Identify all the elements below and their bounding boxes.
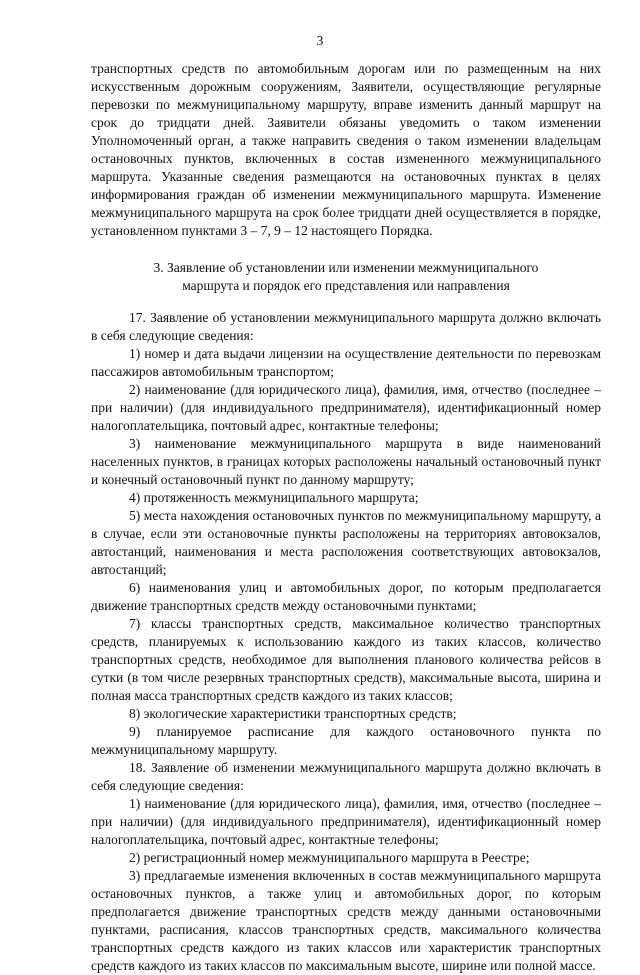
section-heading: [91, 259, 601, 295]
clause-17-item-9: 9) планируемое расписание для каждого остановочного пункта по межмуниципальному маршруту.: [91, 724, 601, 757]
section-heading-line-2: маршрута и порядок его представления или направления: [182, 278, 510, 293]
clause-18-lead: 18. Заявление об изменении межмуниципального маршрута должно включать в себя следующие сведения:: [91, 760, 601, 793]
clause-17-item-8: 8) экологические характеристики транспортных средств;: [129, 706, 457, 721]
clause-17-item-5: 5) места нахождения остановочных пунктов по межмуниципальному маршруту, а в случае, если эти остановочные пункты расположены на территориях автовокзалов, автостанций, наименования и места расположения соответствующих автовокзалов, автостанций;: [91, 508, 601, 577]
clause-18-item-2: 2) регистрационный номер межмуниципального маршрута в Реестре;: [129, 850, 530, 865]
clause-17-item-1: 1) номер и дата выдачи лицензии на осуществление деятельности по перевозкам пассажиров автомобильным транспортом;: [91, 346, 601, 379]
clause-17-item-7: 7) классы транспортных средств, максимальное количество транспортных средств, планируемых к использованию каждого из таких классов, количество транспортных средств, необходимое для выполнения планового количества рейсов в сутки (в том числе резервных транспортных средств), максимальные высота, ширина и полная масса транспортных средств каждого из таких классов;: [91, 616, 601, 703]
intro-paragraph: транспортных средств по автомобильным дорогам или по размещенным на них искусственным дорожным сооружениям, Заявители, осуществляющие регулярные перевозки по межмуниципальному маршруту, вправе изменить данный маршрут на срок до тридцати дней. Заявители обязаны уведомить о таком изменении Уполномоченный орган, а также направить сведения о таком изменении владельцам остановочных пунктов, включенных в состав измененного межмуниципального маршрута. Указанные сведения размещаются на остановочных пунктах в целях информирования граждан об изменении межмуниципального маршрута. Изменение межмуниципального маршрута на срок более тридцати дней осуществляется в порядке, установленном пунктами 3 – 7, 9 – 12 настоящего Порядка.: [91, 61, 601, 238]
clause-17-lead: 17. Заявление об установлении межмуниципального маршрута должно включать в себя следующие сведения:: [91, 310, 601, 343]
clause-17-item-4: 4) протяженность межмуниципального маршрута;: [129, 490, 419, 505]
clause-17-item-2: 2) наименование (для юридического лица), фамилия, имя, отчество (последнее – при наличии) (для индивидуального предпринимателя), идентификационный номер налогоплательщика, почтовый адрес, контактные телефоны;: [91, 382, 601, 433]
clause-17-item-3: 3) наименование межмуниципального маршрута в виде наименований населенных пунктов, в границах которых расположены начальный остановочный пункт и конечный остановочный пункт по данному маршруту;: [91, 436, 601, 487]
clause-17-item-6: 6) наименования улиц и автомобильных дорог, по которым предполагается движение транспортных средств между остановочными пунктами;: [91, 580, 601, 613]
page-number: 3: [316, 33, 324, 48]
section-heading-line-1: 3. Заявление об установлении или изменении межмуниципального: [153, 260, 539, 275]
clause-18-item-1: 1) наименование (для юридического лица), фамилия, имя, отчество (последнее – при наличии) (для индивидуального предпринимателя), идентификационный номер налогоплательщика, почтовый адрес, контактные телефоны;: [91, 796, 601, 847]
clause-18-item-3: 3) предлагаемые изменения включенных в состав межмуниципального маршрута остановочных пунктов, а также улиц и автомобильных дорог, по которым предполагается движение транспортных средств между данными остановочными пунктами, расписания, классов транспортных средств, максимального количества транспортных средств каждого из таких классов или характеристик транспортных средств каждого из таких классов по максимальным высоте, ширине или полной массе.: [91, 868, 601, 973]
page-content: [91, 60, 601, 975]
